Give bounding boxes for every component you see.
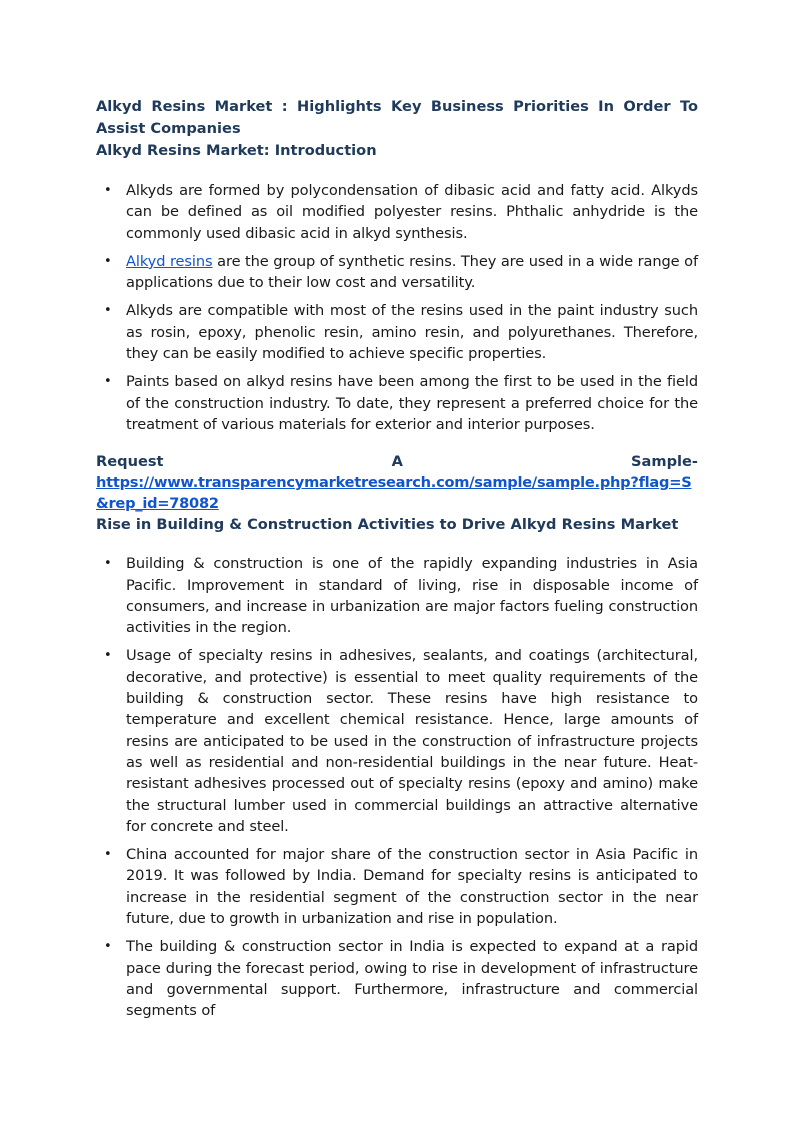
request-sample-label	[96, 451, 698, 472]
rise-bullet-3	[96, 844, 698, 929]
bullet-icon: •	[104, 556, 112, 572]
document-page	[96, 96, 698, 1029]
rise-bullet-4-text: The building & construction sector in India is expected to expand at a rapid pace during the forecast period, owing to rise in development of infrastructure and governmental support. Furthermore, infrastructure and commercial segments of	[126, 938, 698, 1020]
intro-bullet-1	[96, 180, 698, 244]
request-word: A	[391, 453, 403, 471]
intro-bullet-3-text: Alkyds are compatible with most of the resins used in the paint industry such as rosin, epoxy, phenolic resin, amino resin, and polyurethanes. Therefore, they can be easily modified to achieve specific properties.	[126, 302, 698, 363]
rise-bullet-3-text: China accounted for major share of the construction sector in Asia Pacific in 2019. It was followed by India. Demand for specialty resins is anticipated to increase in the residential segment of the construction sector in the near future, due to growth in urbanization and rise in population.	[126, 846, 698, 928]
intro-bullet-4-text: Paints based on alkyd resins have been among the first to be used in the field of the construction industry. To date, they represent a preferred choice for the treatment of various materials for exterior and interior purposes.	[126, 373, 698, 433]
bullet-icon: •	[104, 253, 112, 269]
bullet-icon: •	[104, 847, 112, 863]
intro-bullet-list	[96, 180, 698, 435]
intro-bullet-1-text: Alkyds are formed by polycondensation of dibasic acid and fatty acid. Alkyds can be defined as oil modified polyester resins. Phthalic anhydride is the commonly used dibasic acid in alkyd synthesis.	[126, 182, 698, 242]
rise-bullet-1-text: Building & construction is one of the rapidly expanding industries in Asia Pacific. Improvement in standard of living, rise in disposable income of consumers, and increase in urbanization are major factors fueling construction activities in the region.	[126, 555, 698, 637]
rise-bullet-4	[96, 936, 698, 1021]
request-sample-block	[96, 451, 698, 514]
intro-heading: Alkyd Resins Market: Introduction	[96, 142, 377, 159]
rise-heading: Rise in Building & Construction Activities to Drive Alkyd Resins Market	[96, 516, 679, 534]
rise-bullet-list	[96, 553, 698, 1021]
intro-bullet-2-text: are the group of synthetic resins. They are used in a wide range of applications due to their low cost and versatility.	[126, 252, 698, 292]
bullet-icon: •	[104, 183, 112, 198]
bullet-icon: •	[104, 374, 112, 390]
intro-bullet-4	[96, 371, 698, 435]
rise-bullet-2-text: Usage of specialty resins in adhesives, sealants, and coatings (architectural, decorative, and protective) is essential to meet quality requirements of the building & construction sector. These resins have high resistance to temperature and excellent chemical resistance. Hence, large amounts of resins are anticipated to be used in the construction of infrastructure projects as well as residential and non-residential buildings in the near future. Heat-resistant adhesives processed out of specialty resins (epoxy and amino) make the structural lumber used in commercial buildings an attractive alternative for concrete and steel.	[126, 647, 698, 835]
request-word: Sample-	[631, 453, 698, 471]
alkyd-resins-link[interactable]: Alkyd resins	[126, 252, 213, 270]
bullet-icon: •	[104, 939, 112, 955]
intro-bullet-3	[96, 300, 698, 364]
bullet-icon: •	[104, 303, 112, 319]
bullet-icon: •	[104, 648, 112, 664]
rise-bullet-2	[96, 645, 698, 837]
rise-bullet-1	[96, 553, 698, 638]
sample-request-link[interactable]: https://www.transparencymarketresearch.com/sample/sample.php?flag=S&rep_id=78082	[96, 474, 692, 513]
document-title: Alkyd Resins Market : Highlights Key Business Priorities In Order To Assist Companies	[96, 98, 698, 137]
intro-bullet-2	[96, 251, 698, 294]
request-word: Request	[96, 453, 164, 471]
